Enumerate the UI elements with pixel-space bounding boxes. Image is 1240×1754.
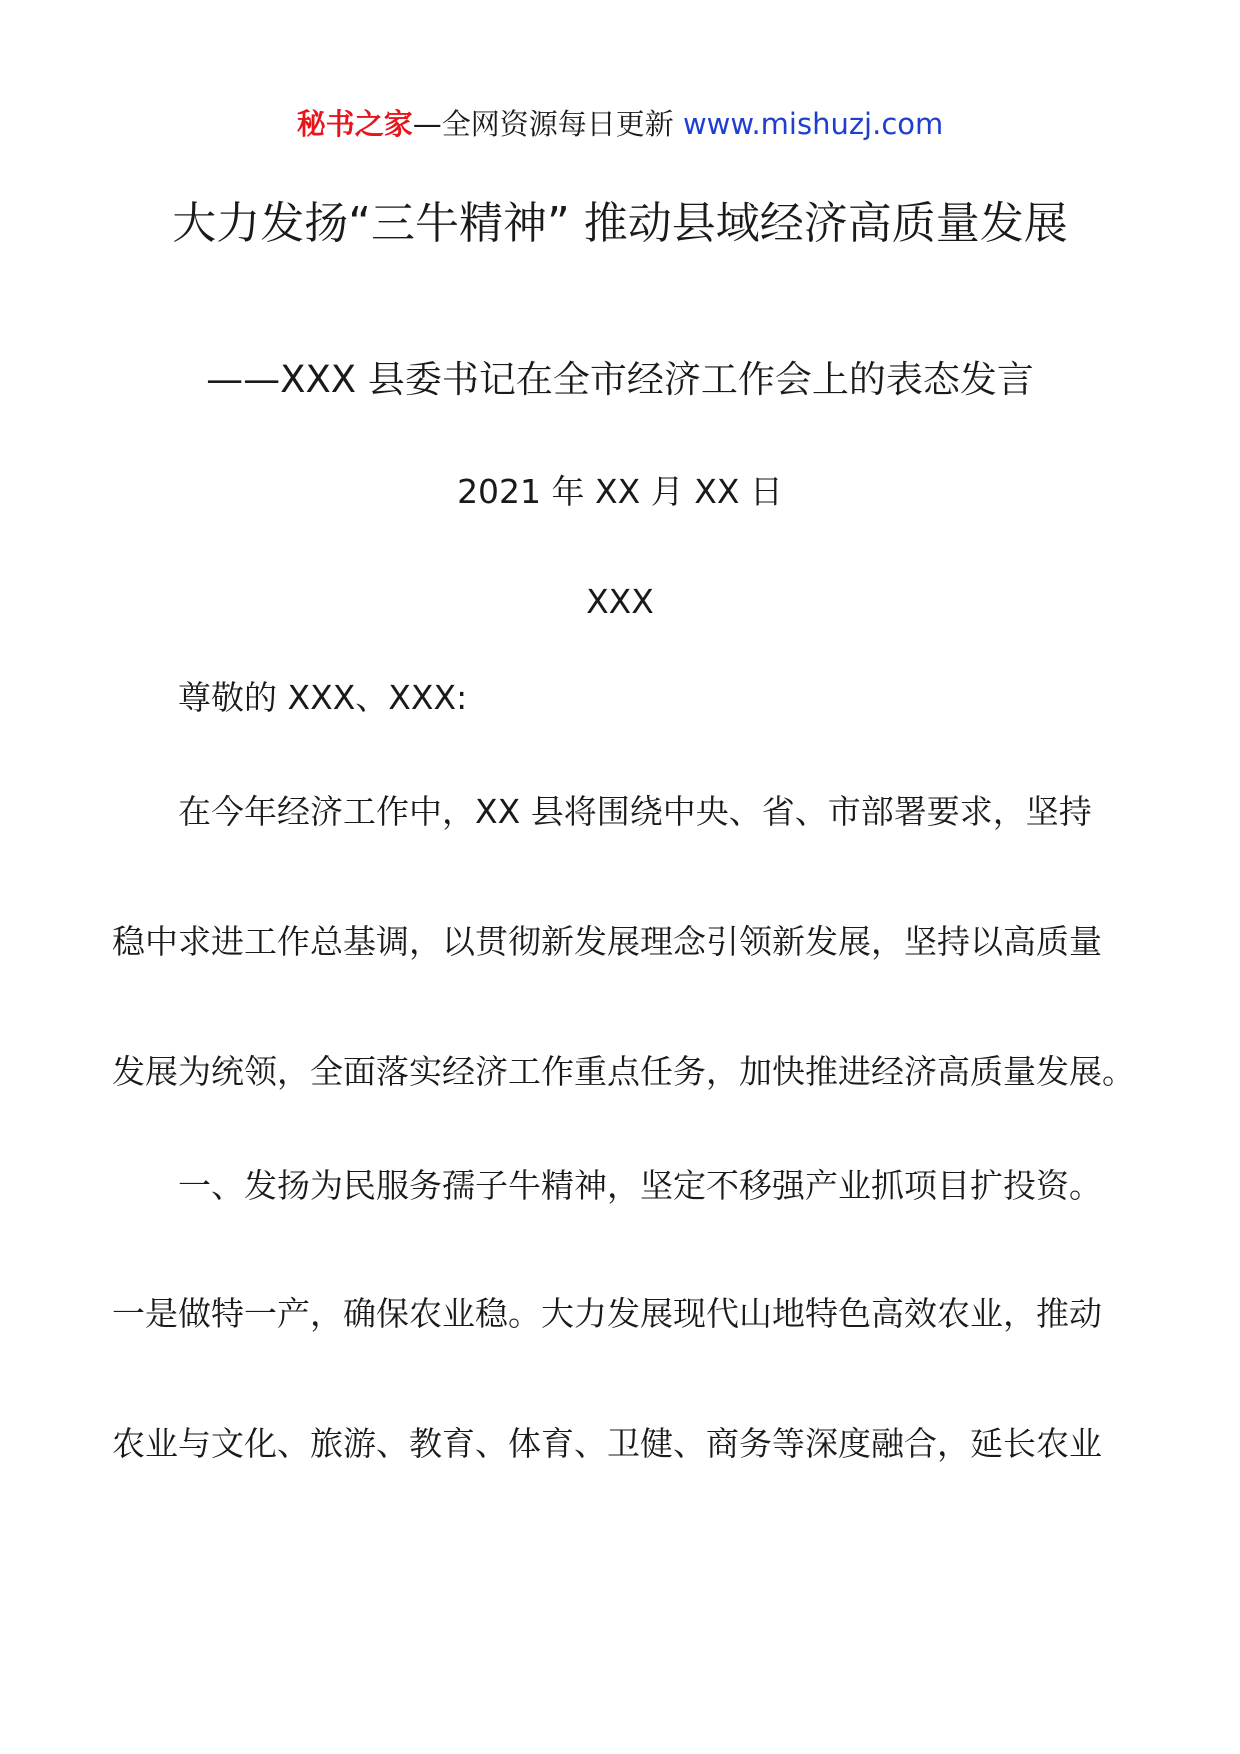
document-date: 2021 年 XX 月 XX 日 — [457, 472, 783, 511]
paragraph-line: 发展为统领，全面落实经济工作重点任务，加快推进经济高质量发展。 — [112, 1052, 1135, 1091]
paragraph-line: 稳中求进工作总基调，以贯彻新发展理念引领新发展，坚持以高质量 — [112, 922, 1102, 961]
brand-name: 秘书之家 — [296, 107, 413, 141]
section-heading: 一、发扬为民服务孺子牛精神，坚定不移强产业抓项目扩投资。 — [178, 1166, 1102, 1205]
site-link[interactable]: www.mishuzj.com — [682, 107, 944, 141]
document-subtitle: ——XXX 县委书记在全市经济工作会上的表态发言 — [206, 358, 1034, 401]
paragraph-line: 农业与文化、旅游、教育、体育、卫健、商务等深度融合，延长农业 — [112, 1424, 1102, 1463]
document-title: 大力发扬“三牛精神” 推动县域经济高质量发展 — [172, 198, 1068, 249]
paragraph-line: 在今年经济工作中，XX 县将围绕中央、省、市部署要求，坚持 — [178, 792, 1092, 831]
header-tagline: —全网资源每日更新 — [412, 107, 683, 141]
salutation: 尊敬的 XXX、XXX: — [178, 678, 468, 717]
paragraph-line: 一是做特一产，确保农业稳。大力发展现代山地特色高效农业，推动 — [112, 1294, 1102, 1333]
document-author: XXX — [586, 582, 654, 621]
source-header — [0, 104, 1240, 144]
